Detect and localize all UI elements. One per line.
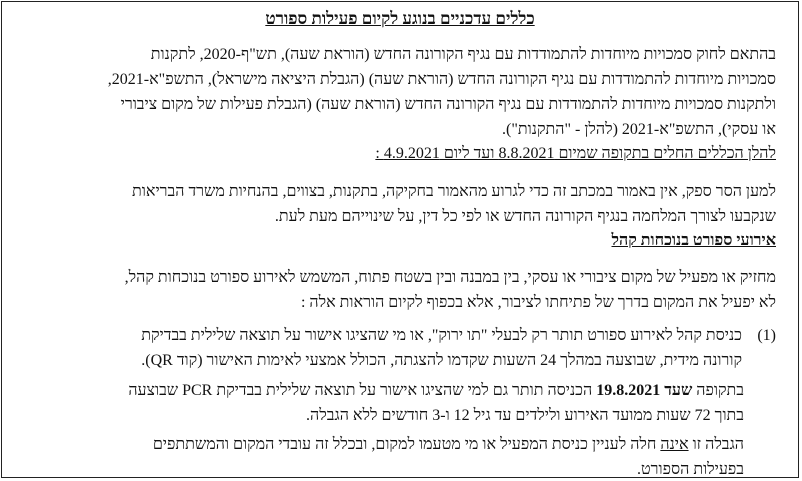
intro-line: או עסקי), התשפ"א-2021 (להלן - "התקנות"). xyxy=(502,121,776,138)
intro-line: ולתקנות סמכויות מיוחדות להתמודדות עם נגיף הקורונה החדש (הוראת שעה) (הגבלת פעילות של מקום ציבורי xyxy=(120,96,776,113)
text-run: בתקופה xyxy=(692,382,744,399)
disclaimer-paragraph xyxy=(24,179,776,229)
item-line: קורונה מידית, שבוצעה במהלך 24 השעות שקדמו להצגתה, הכולל אמצעי לאימות האישור (קוד QR). xyxy=(141,352,742,369)
disclaimer-line: למען הסר ספק, אין באמור במכתב זה כדי לגרוע מהאמור בחקיקה, בתקנות, בצווים, בהנחיות משרד הבריאות xyxy=(132,183,776,200)
intro-line: סמכויות מיוחדות להתמודדות עם נגיף הקורונה החדש (הוראת שעה) (הגבלת היציאה מישראל), התשפ"א-2021, xyxy=(107,71,776,88)
item-line xyxy=(24,432,744,457)
section-paragraph xyxy=(24,265,776,315)
item-line: בתוך 72 שעות ממועד האירוע ולילדים עד גיל 12 ו-3 חודשים ללא הגבלה. xyxy=(306,407,744,424)
item1-paragraph-3 xyxy=(24,432,744,478)
disclaimer-line: שנקבעו לצורך המלחמה בנגיף הקורונה החדש או לפי כל דין, על שינוייהם מעת לעת. xyxy=(274,208,776,225)
list-item-1 xyxy=(24,323,776,373)
item-line: בפעילות הספורט. xyxy=(637,461,744,478)
item-line xyxy=(24,378,744,403)
underlined-word: אינה xyxy=(660,436,689,453)
bold-date: שעד 19.8.2021 xyxy=(596,382,693,399)
text-run: הגבלה זו xyxy=(688,436,744,453)
text-run: חלה לעניין כניסת המפעיל או מי מטעמו למקום, ובכלל זה עובדי המקום והמשתתפים xyxy=(152,436,661,453)
item-number: (1) xyxy=(757,327,776,344)
item1-paragraph-2 xyxy=(24,378,744,428)
intro-paragraph xyxy=(24,42,776,142)
intro-line: בהתאם לחוק סמכויות מיוחדות להתמודדות עם נגיף הקורונה החדש (הוראת שעה), תש"ף-2020, לתקנות xyxy=(150,46,776,63)
period-heading: להלן הכללים החלים בתקופה שמיום 8.8.2021 ועד ליום 4.9.2021 : xyxy=(375,145,776,162)
section-line: מחזיק או מפעיל של מקום ציבורי או עסקי, בין במבנה ובין בשטח פתוח, המשמש לאירוע ספורט בנוכחות קהל, xyxy=(124,269,776,286)
document-page xyxy=(1,1,799,478)
section-line: לא יפעיל את המקום בדרך של פתיחתו לציבור, אלא בכפוף לקיום הוראות אלה : xyxy=(300,294,776,311)
page-title: כללים עדכניים בנוגע לקיום פעילות ספורט xyxy=(265,9,535,28)
item-line: כניסת קהל לאירוע ספורט תותר רק לבעלי "תו ירוק", או מי שהציגו אישור על תוצאה שלילית בבדיקת xyxy=(141,327,742,344)
section-heading: אירועי ספורט בנוכחות קהל xyxy=(611,232,776,249)
text-run: הכניסה תותר גם למי שהציגו אישור על תוצאה שלילית בבדיקת PCR שבוצעה xyxy=(128,382,597,399)
